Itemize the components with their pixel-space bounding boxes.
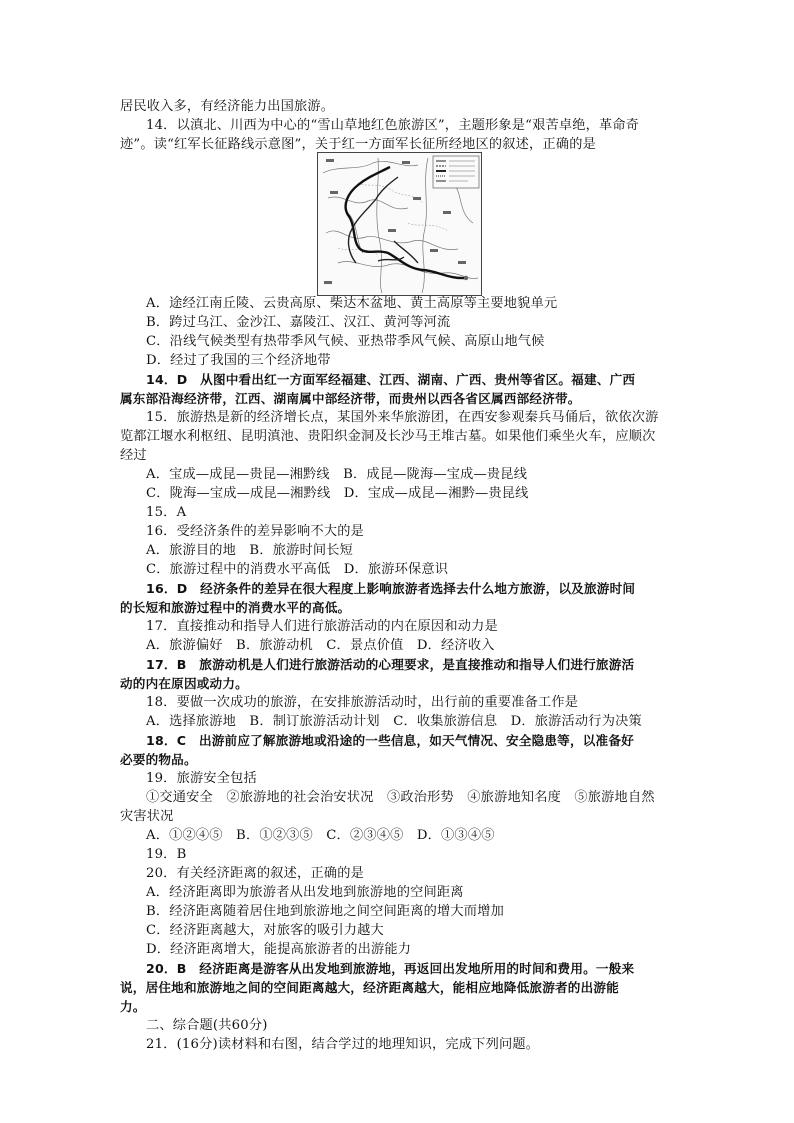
option-15ab: A．宝成—成昆—贵昆—湘黔线 B．成昆—陇海—宝成—贵昆线 (146, 467, 528, 482)
answer-16-cont: 的长短和旅游过程中的消费水平的高低。 (120, 600, 351, 615)
answer-17: 17．B 旅游动机是人们进行旅游活动的心理要求，是直接推动和指导人们进行旅游活 (146, 657, 635, 672)
answer-20-cont: 力。 (120, 999, 146, 1014)
question-17: 17．直接推动和指导人们进行旅游活动的内在原因和动力是 (146, 619, 498, 634)
long-march-route-map (317, 152, 482, 296)
option-15cd: C．陇海—宝成—成昆—湘黔线 D．宝成—成昆—湘黔—贵昆线 (146, 486, 529, 501)
text-line: 迹”。读“红军长征路线示意图”，关于红一方面军长征所经地区的叙述，正确的是 (120, 137, 596, 152)
option-14c: C．沿线气候类型有热带季风气候、亚热带季风气候、高原山地气候 (146, 334, 545, 349)
text-line: 居民收入多，有经济能力出国旅游。 (120, 99, 335, 114)
option-17: A．旅游偏好 B．旅游动机 C．景点价值 D．经济收入 (146, 638, 495, 653)
option-20a: A．经济距离即为旅游者从出发地到旅游地的空间距离 (146, 885, 464, 900)
answer-20: 20．B 经济距离是游客从出发地到旅游地，再返回出发地所用的时间和费用。一般来 (146, 961, 635, 976)
question-21: 21．(16分)读材料和右图，结合学过的地理知识，完成下列问题。 (146, 1037, 540, 1052)
question-20: 20．有关经济距离的叙述，正确的是 (146, 866, 364, 881)
answer-20-cont: 说，居住地和旅游地之间的空间距离越大，经济距离越大，能相应地降低旅游者的出游能 (120, 980, 619, 995)
question-19-items: ①交通安全 ②旅游地的社会治安状况 ③政治形势 ④旅游地知名度 ⑤旅游地自然 (146, 790, 655, 805)
answer-18: 18．C 出游前应了解旅游地或沿途的一些信息，如天气情况、安全隐患等，以准备好 (146, 733, 634, 748)
answer-19: 19．B (146, 847, 187, 862)
question-19: 19．旅游安全包括 (146, 771, 257, 786)
option-14d: D．经过了我国的三个经济地带 (146, 353, 331, 368)
text-line: 灾害状况 (120, 809, 174, 824)
answer-17-cont: 动的内在原因或动力。 (120, 676, 248, 691)
answer-18-cont: 必要的物品。 (120, 752, 197, 767)
option-16ab: A．旅游目的地 B．旅游时间长短 (146, 543, 354, 558)
answer-15: 15．A (146, 505, 187, 520)
question-14: 14．以滇北、川西为中心的“雪山草地红色旅游区”，主题形象是“艰苦卓绝，革命奇 (146, 118, 640, 133)
text-line: 经过 (120, 448, 147, 463)
option-18: A．选择旅游地 B．制订旅游活动计划 C．收集旅游信息 D．旅游活动行为决策 (146, 714, 642, 729)
option-16cd: C．旅游过程中的消费水平高低 D．旅游环保意识 (146, 562, 449, 577)
answer-14-cont: 属东部沿海经济带，江西、湖南属中部经济带，而贵州以西各省区属西部经济带。 (120, 391, 581, 406)
option-20d: D．经济距离增大，能提高旅游者的出游能力 (146, 942, 412, 957)
answer-14: 14．D 从图中看出红一方面军经福建、江西、湖南、广西、贵州等省区。福建、广西 (146, 372, 636, 387)
answer-16: 16．D 经济条件的差异在很大程度上影响旅游者选择去什么地方旅游，以及旅游时间 (146, 581, 636, 596)
option-14a: A．途经江南丘陵、云贵高原、柴达木盆地、黄土高原等主要地貌单元 (146, 296, 558, 311)
option-20b: B．经济距离随着居住地到旅游地之间空间距离的增大而增加 (146, 904, 504, 919)
section-heading: 二、综合题(共60分) (146, 1018, 268, 1033)
question-18: 18．要做一次成功的旅游，在安排旅游活动时，出行前的重要准备工作是 (146, 695, 579, 710)
option-20c: C．经济距离越大，对旅客的吸引力越大 (146, 923, 384, 938)
option-19: A．①②④⑤ B．①②③⑤ C．②③④⑤ D．①③④⑤ (146, 828, 495, 843)
question-15: 15．旅游热是新的经济增长点，某国外来华旅游团，在西安参观秦兵马俑后，欲依次游 (146, 410, 659, 425)
text-line: 览都江堰水利枢纽、昆明滇池、贵阳织金洞及长沙马王堆古墓。如果他们乘坐火车，应顺次 (120, 429, 656, 444)
option-14b: B．跨过乌江、金沙江、嘉陵江、汉江、黄河等河流 (146, 315, 451, 330)
question-16: 16．受经济条件的差异影响不大的是 (146, 524, 364, 539)
map-illustration (318, 153, 481, 295)
